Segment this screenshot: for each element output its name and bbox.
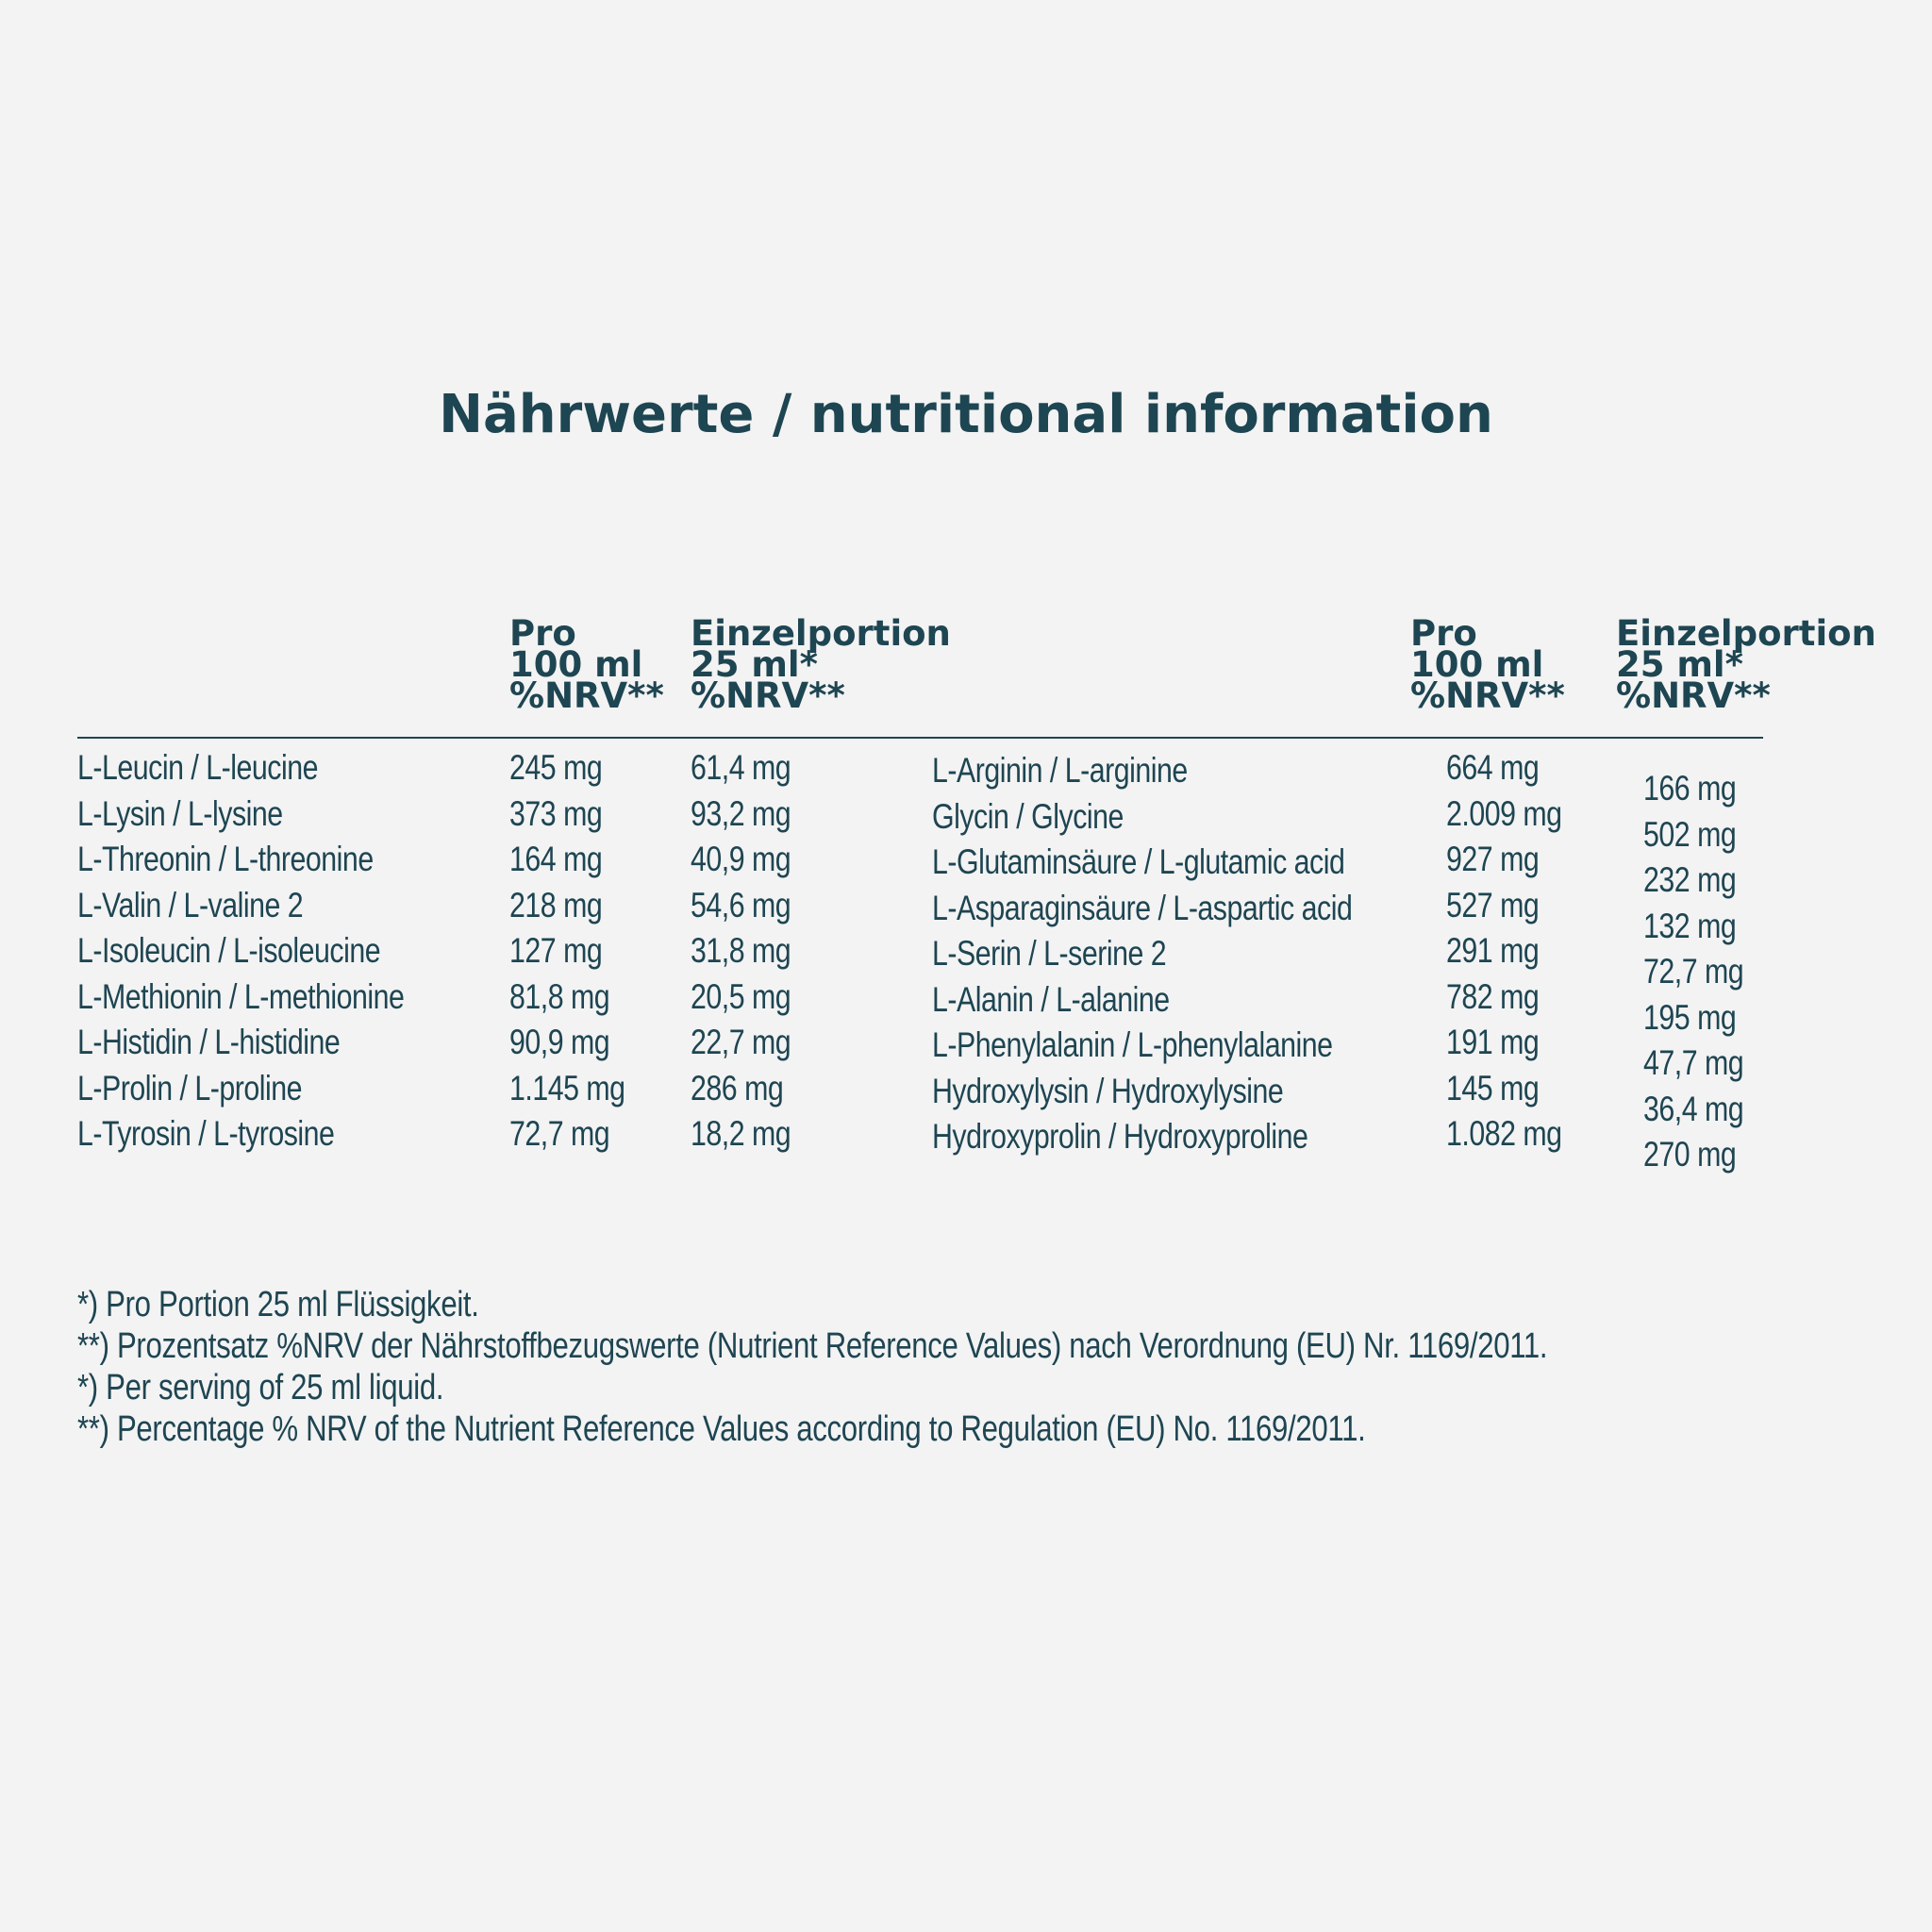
header-right-per100 <box>1410 613 1565 716</box>
value-per100: 72,7 mg <box>509 1114 610 1153</box>
value-serving: 47,7 mg <box>1643 1043 1744 1082</box>
header-right-serving <box>1616 613 1876 716</box>
value-serving: 502 mg <box>1643 814 1737 854</box>
nutrient-name: Glycin / Glycine <box>932 796 1124 836</box>
value-per100: 245 mg <box>509 748 603 787</box>
nutrient-name: L-Glutaminsäure / L-glutamic acid <box>932 842 1345 881</box>
header-left-serving <box>691 613 951 716</box>
value-serving: 61,4 mg <box>691 748 791 787</box>
header-divider <box>77 737 1763 739</box>
header-line: %NRV** <box>1410 675 1565 716</box>
value-serving: 270 mg <box>1643 1135 1737 1174</box>
header-line: %NRV** <box>509 675 664 716</box>
value-per100: 291 mg <box>1446 931 1540 970</box>
footnotes <box>77 1284 1547 1450</box>
nutrient-name: L-Histidin / L-histidine <box>77 1023 341 1061</box>
value-per100: 145 mg <box>1446 1068 1540 1108</box>
footnote: *) Per serving of 25 ml liquid. <box>77 1368 444 1407</box>
nutrient-name: L-Threonin / L-threonine <box>77 840 374 878</box>
page-title: Nährwerte / nutritional information <box>439 384 1493 445</box>
footnote: **) Percentage % NRV of the Nutrient Reference Values according to Regulation (EU) No. 1169/2011. <box>77 1409 1366 1449</box>
value-per100: 1.082 mg <box>1446 1114 1562 1153</box>
value-per100: 2.009 mg <box>1446 793 1562 833</box>
left-serving-column <box>691 745 791 1158</box>
header-line: 100 ml <box>1410 644 1544 685</box>
value-serving: 20,5 mg <box>691 976 791 1016</box>
value-per100: 664 mg <box>1446 748 1540 787</box>
nutrient-name: Hydroxylysin / Hydroxylysine <box>932 1071 1284 1110</box>
value-per100: 127 mg <box>509 931 603 970</box>
header-line: Pro <box>509 613 576 654</box>
footnote: *) Pro Portion 25 ml Flüssigkeit. <box>77 1285 479 1324</box>
value-per100: 218 mg <box>509 885 603 924</box>
nutrient-name: L-Phenylalanin / L-phenylalanine <box>932 1025 1333 1064</box>
value-per100: 90,9 mg <box>509 1023 610 1061</box>
value-serving: 36,4 mg <box>1643 1089 1744 1128</box>
value-serving: 195 mg <box>1643 997 1737 1037</box>
header-line: %NRV** <box>1616 675 1771 716</box>
footnote: **) Prozentsatz %NRV der Nährstoffbezugswerte (Nutrient Reference Values) nach Verordnung (EU) Nr. 1169/2011. <box>77 1326 1548 1366</box>
value-serving: 286 mg <box>691 1068 784 1108</box>
header-line: 25 ml* <box>691 644 818 685</box>
value-per100: 191 mg <box>1446 1023 1540 1061</box>
left-names-column <box>77 745 404 1158</box>
value-per100: 81,8 mg <box>509 976 610 1016</box>
value-serving: 93,2 mg <box>691 793 791 833</box>
nutrient-name: L-Isoleucin / L-isoleucine <box>77 931 381 970</box>
nutrient-name: L-Lysin / L-lysine <box>77 793 283 833</box>
nutrient-name: L-Methionin / L-methionine <box>77 976 405 1016</box>
value-per100: 1.145 mg <box>509 1068 625 1108</box>
value-per100: 527 mg <box>1446 885 1540 924</box>
value-serving: 232 mg <box>1643 860 1737 899</box>
nutrient-name: L-Arginin / L-arginine <box>932 751 1188 790</box>
nutrient-name: L-Valin / L-valine 2 <box>77 885 304 924</box>
value-serving: 31,8 mg <box>691 931 791 970</box>
value-serving: 40,9 mg <box>691 840 791 878</box>
nutrient-name: Hydroxyprolin / Hydroxyproline <box>932 1117 1308 1156</box>
header-line: Pro <box>1410 613 1477 654</box>
value-per100: 927 mg <box>1446 840 1540 878</box>
header-line: Einzelportion <box>1616 613 1876 654</box>
header-line: 100 ml <box>509 644 643 685</box>
header-left-per100 <box>509 613 664 716</box>
value-per100: 782 mg <box>1446 976 1540 1016</box>
nutrient-name: L-Prolin / L-proline <box>77 1068 303 1108</box>
value-serving: 132 mg <box>1643 906 1737 945</box>
value-serving: 18,2 mg <box>691 1114 791 1153</box>
nutrient-name: L-Alanin / L-alanine <box>932 979 1170 1019</box>
header-line: 25 ml* <box>1616 644 1743 685</box>
value-per100: 164 mg <box>509 840 603 878</box>
right-per100-column <box>1446 745 1562 1158</box>
right-serving-column <box>1643 766 1743 1178</box>
value-per100: 373 mg <box>509 793 603 833</box>
header-line: Einzelportion <box>691 613 951 654</box>
header-line: %NRV** <box>691 675 845 716</box>
nutrient-name: L-Serin / L-serine 2 <box>932 934 1167 973</box>
value-serving: 22,7 mg <box>691 1023 791 1061</box>
value-serving: 166 mg <box>1643 769 1737 808</box>
nutrient-name: L-Asparaginsäure / L-aspartic acid <box>932 888 1353 927</box>
value-serving: 54,6 mg <box>691 885 791 924</box>
value-serving: 72,7 mg <box>1643 952 1744 991</box>
nutrient-name: L-Tyrosin / L-tyrosine <box>77 1114 335 1153</box>
nutrient-name: L-Leucin / L-leucine <box>77 748 318 787</box>
left-per100-column <box>509 745 625 1158</box>
right-names-column <box>932 748 1352 1160</box>
